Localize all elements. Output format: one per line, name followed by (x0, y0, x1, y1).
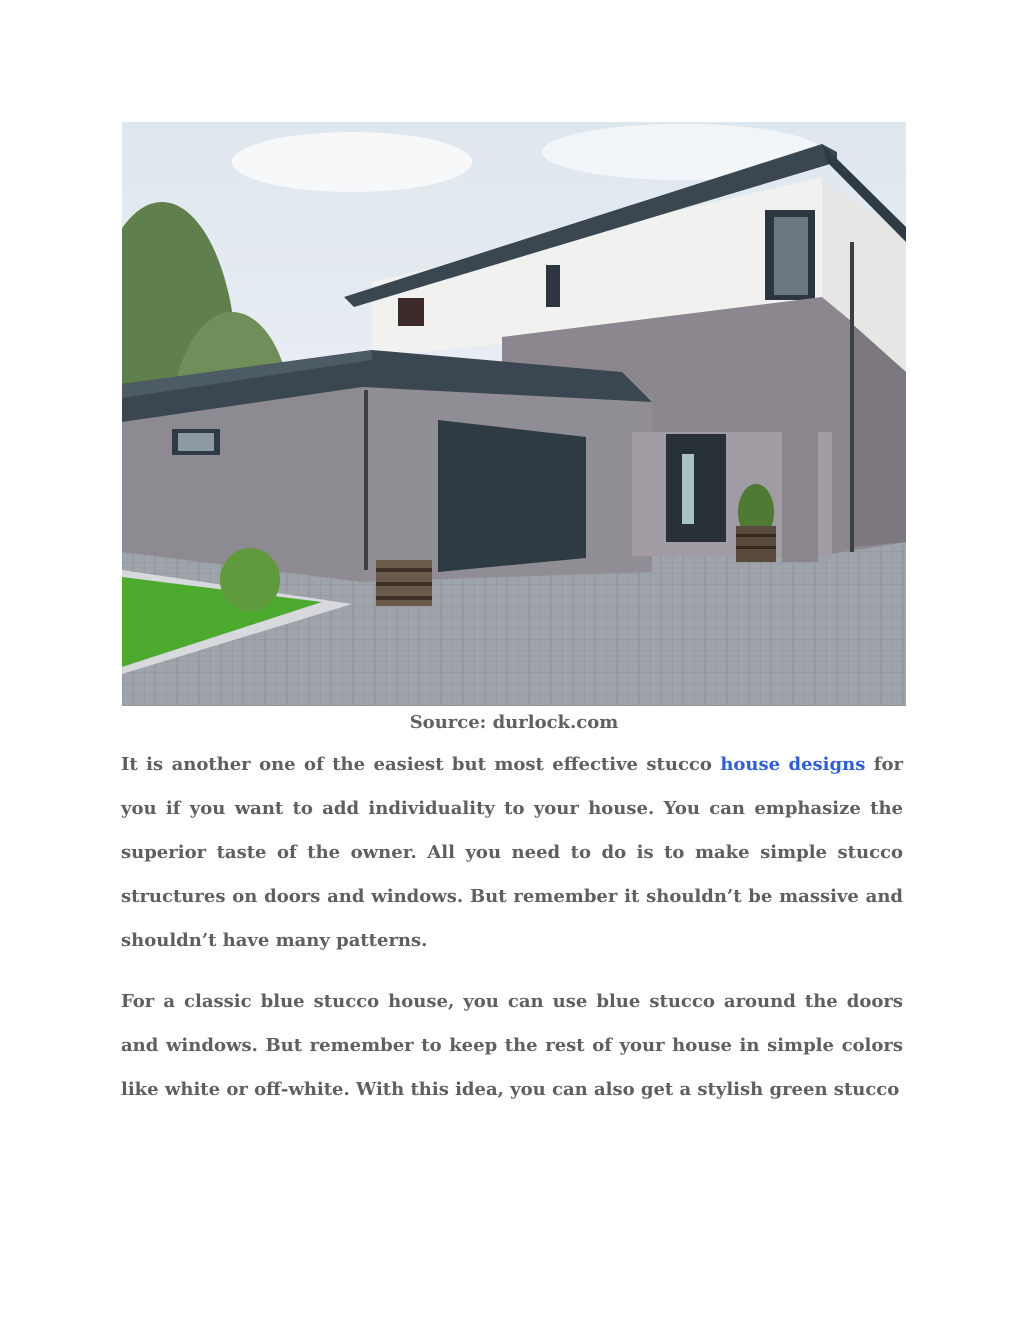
house-designs-link[interactable]: house designs (720, 754, 866, 775)
paragraph-1-text-end: for you if you want to add individuality to your house. You can emphasize the superior taste of the owner. All you need to do is to make simple stucco structures on doors and windows. But remember it shouldn’t be massive and shouldn’t have many patterns. (121, 754, 903, 951)
paragraph-1-text-start: It is another one of the easiest but most effective stucco (121, 754, 721, 775)
paragraph-2: For a classic blue stucco house, you can use blue stucco around the doors and windows. But remember to keep the rest of your house in simple colors like white or off-white. With this idea, you can also get a stylish green stucco (121, 991, 903, 1100)
image-caption: Source: durlock.com (409, 712, 619, 733)
paragraph-1 (121, 743, 903, 963)
house-photo (122, 122, 906, 706)
